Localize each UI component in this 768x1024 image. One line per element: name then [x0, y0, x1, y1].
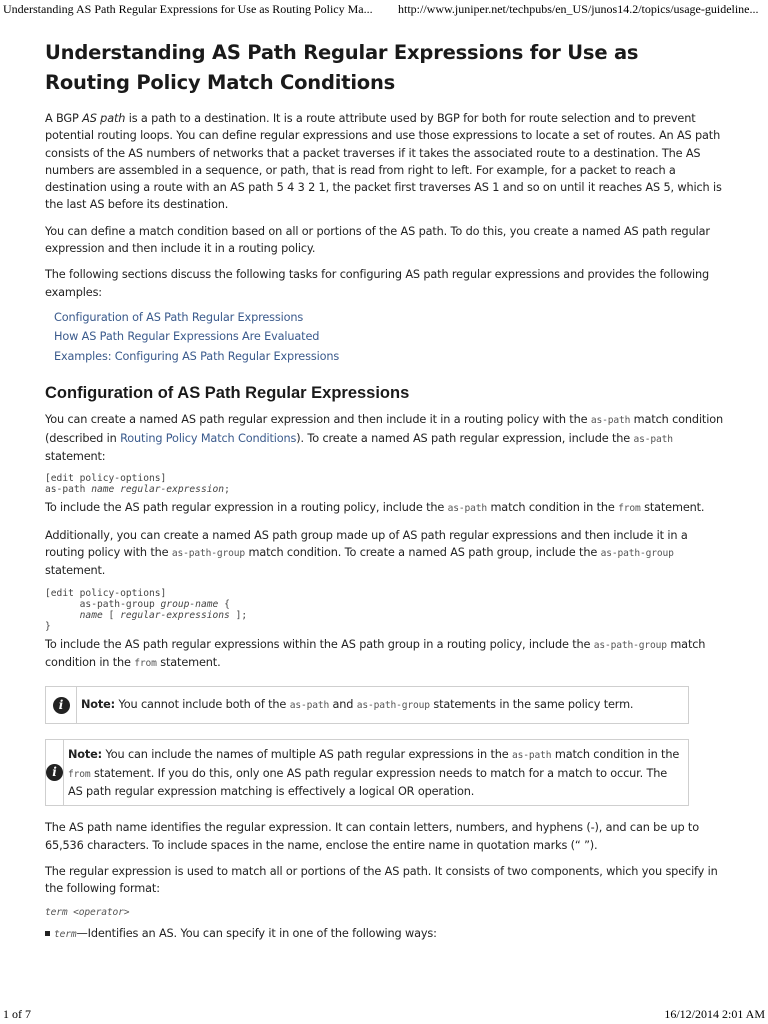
note-box-1: i Note: You cannot include both of the as-path and as-path-group statements in the same policy term. — [45, 686, 689, 724]
document-content — [45, 38, 725, 943]
inline-code: as-path — [289, 700, 330, 712]
config-paragraph-2: To include the AS path regular expression in a routing policy, include the as-path match condition in the from statement. — [45, 501, 705, 515]
print-header-url: http://www.juniper.net/techpubs/en_US/junos14.2/topics/usage-guideline... — [398, 2, 759, 16]
section-heading-configuration: Configuration of AS Path Regular Expressions — [45, 384, 410, 403]
config-paragraph-3: Additionally, you can create a named AS path group made up of AS path regular expressions and then include it in a routing policy with the as-path-group match condition. To create a named AS path group, include the as-path-group statement. — [45, 528, 688, 578]
intro-paragraph-3: The following sections discuss the following tasks for configuring AS path regular expressions and provides the following examples: — [45, 268, 710, 299]
page-number: 1 of 7 — [3, 1007, 31, 1021]
bullet-icon — [45, 931, 50, 936]
inline-code: from — [618, 503, 641, 515]
info-icon: i — [53, 697, 70, 714]
config-paragraph-1: You can create a named AS path regular expression and then include it in a routing policy with the as-path match condition (described in Routing Policy Match Conditions). To create a named AS path regular expression, include the as-path statement: — [45, 413, 723, 464]
inline-code: as-path — [447, 503, 487, 515]
inline-code: as-path-group — [171, 547, 246, 559]
inline-code: from — [68, 768, 91, 780]
intro-paragraph-1: A BGP AS path is a path to a destination. It is a route attribute used by BGP for both for route selection and to prevent potential routing loops. You can define regular expressions and use those expressions to locate a set of routes. An AS path consists of the AS numbers of networks that a packet traverses if it takes the associated route to a destination. The AS numbers are assembled in a sequence, or path, that is read from right to left. For example, for a packet to reach a destination using a route with an AS path 5 4 3 2 1, the packet first traverses AS 1 and so on until it reaches AS 5, which is the last AS before its destination. — [45, 112, 722, 212]
page-title: Understanding AS Path Regular Expressions for Use as Routing Policy Match Conditions — [45, 41, 639, 94]
print-datetime: 16/12/2014 2:01 AM — [664, 1007, 765, 1021]
info-icon: i — [46, 764, 63, 781]
intro-paragraph-2: You can define a match condition based on all or portions of the AS path. To do this, you create a named AS path regular expression and then include it in a routing policy. — [45, 224, 710, 256]
code-block-as-path-group: [edit policy-options] as-path-group group-name { name [ regular-expressions ]; } — [45, 587, 248, 632]
toc-link-configuration[interactable]: Configuration of AS Path Regular Expressions — [54, 310, 304, 324]
inline-code: as-path — [633, 433, 673, 445]
config-paragraph-6: The regular expression is used to match all or portions of the AS path. It consists of two components, which you specify in the following format: — [45, 864, 718, 896]
config-paragraph-4: To include the AS path regular expressions within the AS path group in a routing policy, include the as-path-group match condition in the from statement. — [45, 637, 706, 669]
config-paragraph-5: The AS path name identifies the regular expression. It can contain letters, numbers, and hyphens (-), and can be up to 65,536 characters. To include spaces in the name, enclose the entire name in quotation marks (“ ”). — [45, 821, 699, 852]
list-item: term—Identifies an AS. You can specify it in one of the following ways: — [45, 925, 725, 943]
section-links — [54, 308, 725, 367]
note-box-2: i Note: You can include the names of multiple AS path regular expressions in the as-path match condition in the from statement. If you do this, only one AS path regular expression needs to match for a match to occur. The AS path regular expression matching is effectively a logical OR operation. — [45, 739, 689, 806]
inline-code: as-path — [590, 415, 631, 427]
inline-code: as-path-group — [600, 547, 674, 559]
inline-code: from — [134, 657, 157, 669]
print-footer — [0, 1004, 768, 1024]
toc-link-examples[interactable]: Examples: Configuring AS Path Regular Expressions — [54, 349, 340, 363]
inline-code: as-path-group — [593, 639, 667, 651]
format-line: term <operator> — [45, 906, 130, 918]
print-header-title: Understanding AS Path Regular Expressions for Use as Routing Policy Ma... — [3, 2, 373, 16]
code-block-as-path: [edit policy-options] as-path name regular-expression; — [45, 473, 230, 496]
print-header — [0, 0, 768, 18]
inline-code: as-path — [512, 750, 552, 762]
inline-code: as-path-group — [356, 700, 430, 712]
toc-link-evaluation[interactable]: How AS Path Regular Expressions Are Evaluated — [54, 330, 320, 344]
routing-policy-match-conditions-link[interactable]: Routing Policy Match Conditions — [120, 431, 297, 445]
as-path-term: AS path — [82, 112, 126, 125]
